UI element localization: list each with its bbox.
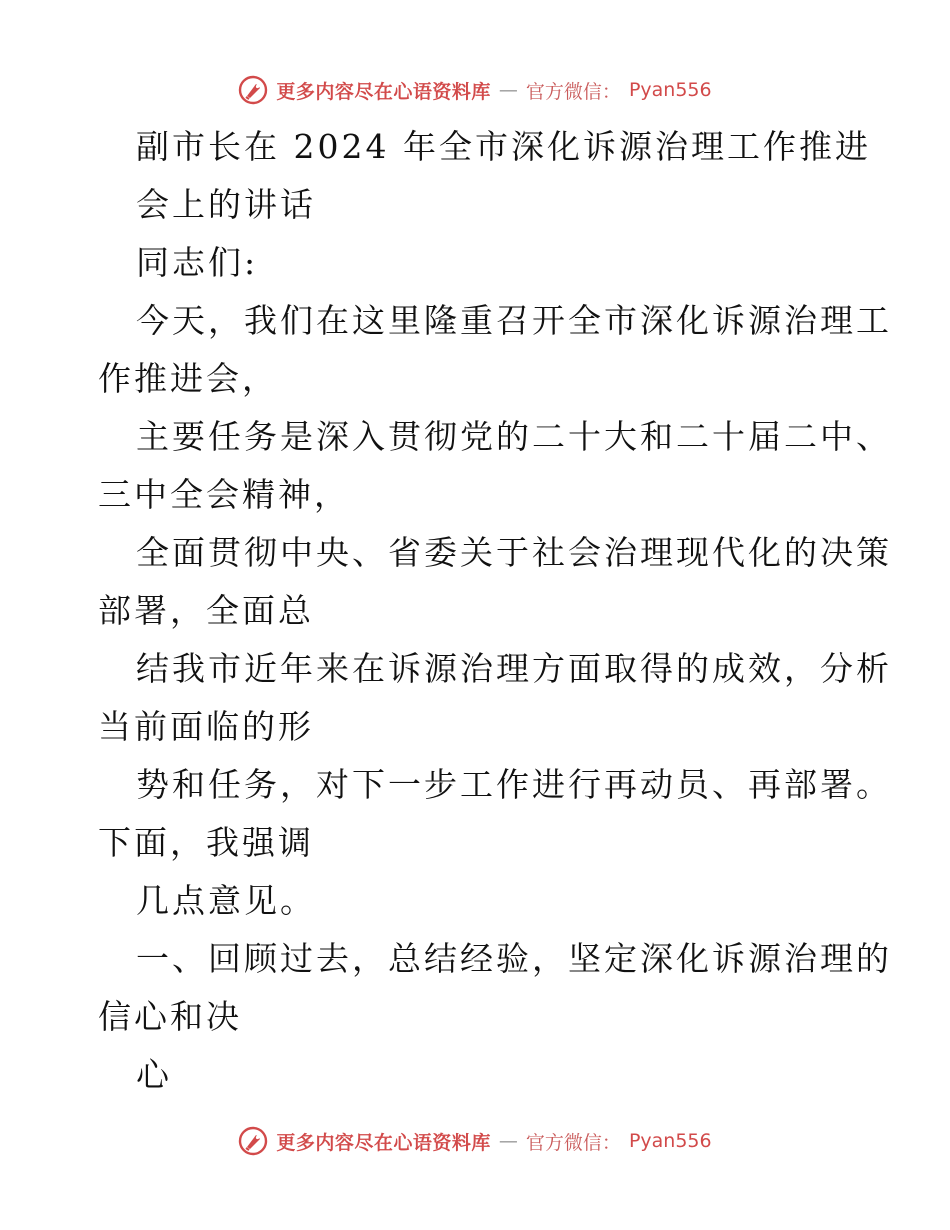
pen-nib-icon <box>238 75 268 105</box>
watermark-dash: — <box>498 1130 518 1152</box>
watermark-main-text: 更多内容尽在心语资料库 <box>276 80 491 103</box>
paragraph-line: 势和任务，对下一步工作进行再动员、再部署。 <box>136 765 892 804</box>
paragraph-line: 结我市近年来在诉源治理方面取得的成效，分析 <box>136 649 892 688</box>
document-body <box>98 118 892 1104</box>
watermark-wechat-label: 官方微信： <box>525 80 621 103</box>
title-line-1: 副市长在 2024 年全市深化诉源治理工作推进 <box>136 127 871 166</box>
paragraph-line: 下面，我强调 <box>98 823 314 862</box>
section-heading-line: 一、回顾过去，总结经验，坚定深化诉源治理的 <box>136 939 892 978</box>
paragraph-line: 三中全会精神， <box>98 475 350 514</box>
header-watermark <box>0 70 950 110</box>
watermark-wechat-id: Pyan556 <box>628 1130 712 1152</box>
section-heading-line: 心 <box>136 1055 172 1094</box>
paragraph-line: 全面贯彻中央、省委关于社会治理现代化的决策 <box>136 533 892 572</box>
watermark-main-text: 更多内容尽在心语资料库 <box>276 1131 491 1154</box>
footer-watermark <box>0 1121 950 1161</box>
paragraph-line: 作推进会， <box>98 359 278 398</box>
paragraph-line: 今天，我们在这里隆重召开全市深化诉源治理工 <box>136 301 892 340</box>
paragraph-line: 当前面临的形 <box>98 707 314 746</box>
paragraph-line: 几点意见。 <box>136 881 316 920</box>
paragraph-line: 主要任务是深入贯彻党的二十大和二十届二中、 <box>136 417 892 456</box>
salutation: 同志们: <box>136 243 259 282</box>
title-line-2: 会上的讲话 <box>136 185 316 224</box>
paragraph-line: 部署，全面总 <box>98 591 314 630</box>
section-heading-line: 信心和决 <box>98 997 242 1036</box>
pen-nib-icon <box>238 1126 268 1156</box>
watermark-dash: — <box>498 79 518 101</box>
watermark-wechat-id: Pyan556 <box>628 79 712 101</box>
watermark-wechat-label: 官方微信： <box>525 1131 621 1154</box>
